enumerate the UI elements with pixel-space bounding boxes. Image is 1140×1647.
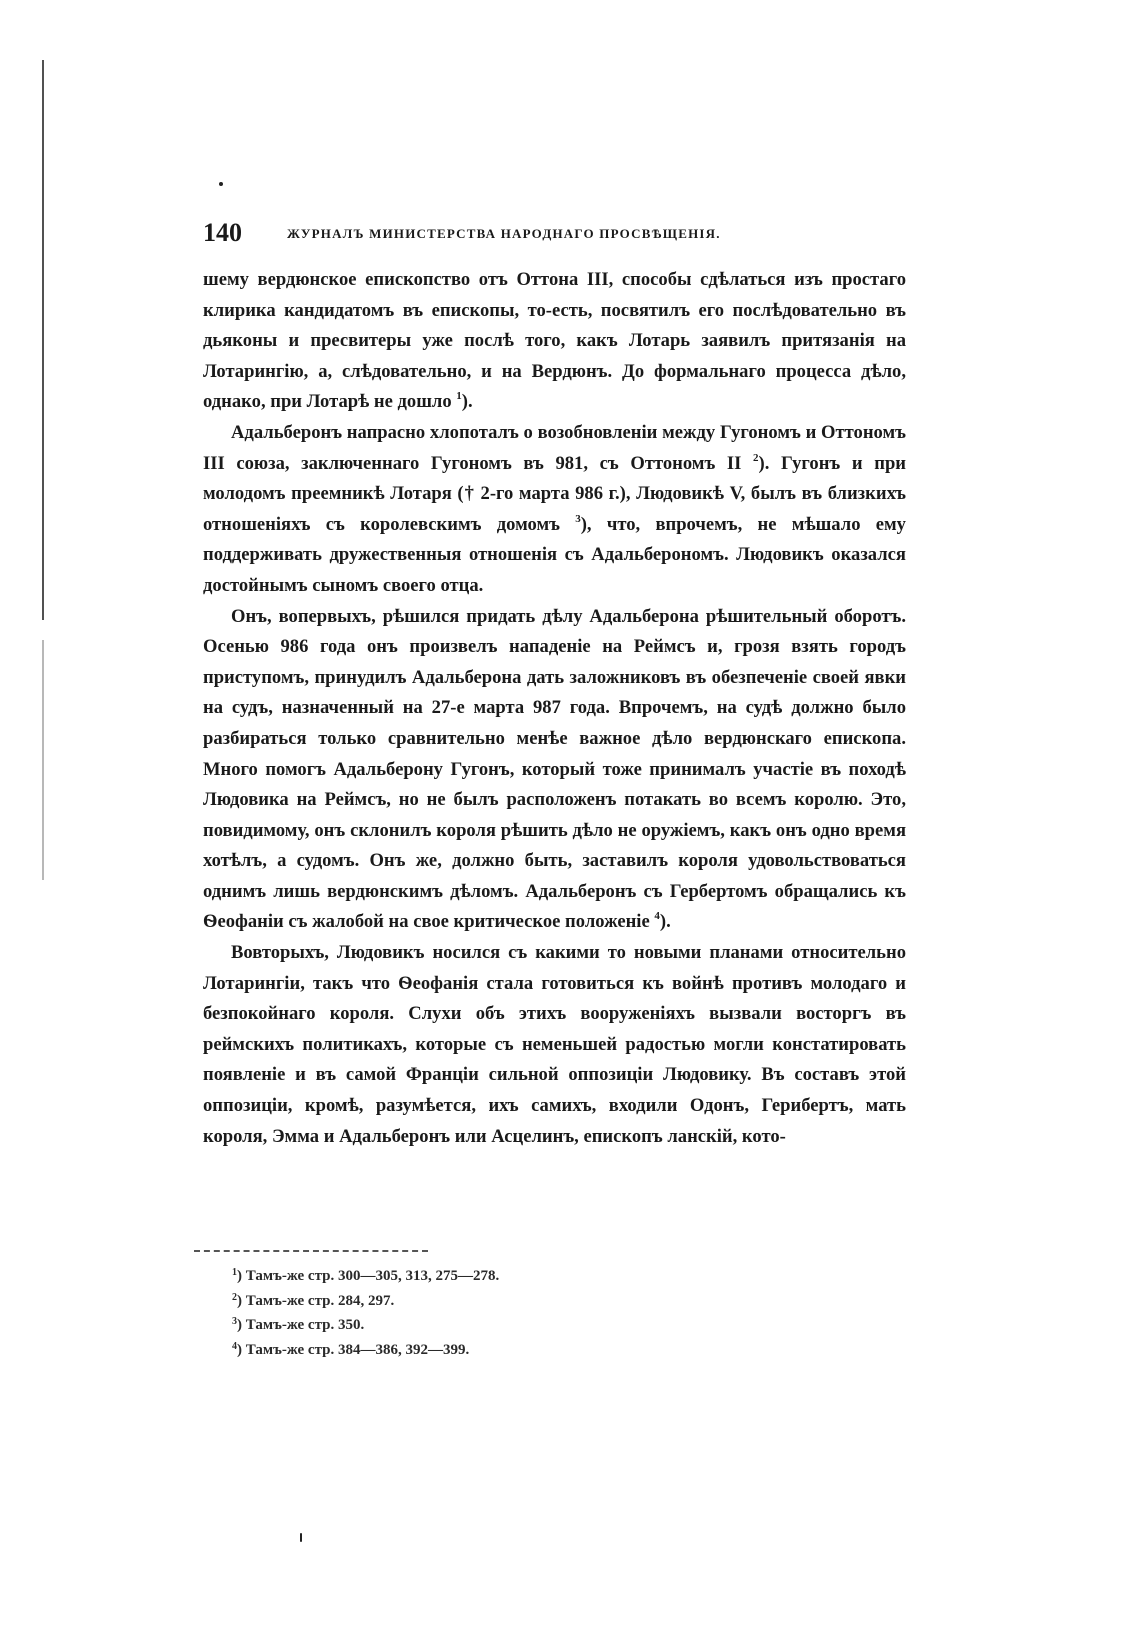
text-run: Адальберонъ напрасно хлопоталъ о возобновленіи между Гугономъ и Оттономъ III союза, заключеннаго Гугономъ въ 981, съ Оттономъ II — [203, 421, 906, 474]
footnote-number: 3 — [232, 1316, 237, 1327]
footnotes — [232, 1264, 732, 1362]
paragraph — [203, 265, 906, 418]
footnote — [232, 1338, 732, 1363]
page-number: 140 — [203, 218, 242, 247]
footnote-reference: 1 — [456, 390, 462, 403]
footnote — [232, 1289, 732, 1314]
scan-edge-mark — [42, 60, 44, 620]
ink-speck — [219, 182, 223, 186]
text-run: Вовторыхъ, Людовикъ носился съ какими то новыми планами относительно Лотарингіи, такъ что Ѳеофанія стала готовиться къ войнѣ противъ молодаго и безпокойнаго короля. Слухи объ этихъ вооруженіяхъ вызвали восторгъ въ реймскихъ политикахъ, которые съ неменьшей радостью могли констатировать появленіе и въ самой Франціи сильной оппозиціи Людовику. Въ составъ этой оппозиціи, кромѣ, разумѣется, ихъ самихъ, входили Одонъ, Герибертъ, мать короля, Эмма и Адальберонъ или Асцелинъ, епископъ ланскій, кото- — [203, 942, 906, 1147]
paragraph — [203, 418, 906, 602]
footnote — [232, 1313, 732, 1338]
footnote-number: 2 — [232, 1291, 237, 1303]
footnote-text: ) Тамъ-же стр. 384—386, 392—399. — [237, 1341, 470, 1358]
footnote-text: ) Тамъ-же стр. 284, 297. — [237, 1292, 395, 1309]
scan-edge-mark-lower — [42, 640, 44, 880]
footnote-reference: 2 — [753, 451, 759, 464]
body-text — [203, 265, 906, 1152]
paragraph — [203, 602, 906, 939]
text-run: Онъ, вопервыхъ, рѣшился придать дѣлу Адальберона рѣшительный оборотъ. Осенью 986 года онъ произвелъ нападеніе на Реймсъ и, грозя взять городъ приступомъ, принудилъ Адальберона дать заложниковъ въ обезпеченіе своей явки на судъ, назначенный на 27-е марта 987 года. Впрочемъ, на судѣ должно было разбираться только сравнительно менѣе важное дѣло вердюнскаго епископа. Много помогъ Адальберону Гугонъ, который тоже принималъ участіе въ походѣ Людовика на Реймсъ, но не былъ расположенъ потакать во всемъ королю. Это, повидимому, онъ склонилъ короля рѣшить дѣло не оружіемъ, какъ онъ одно время хотѣлъ, а судомъ. Онъ же, должно быть, заставилъ короля удовольствоваться однимъ лишь вердюнскимъ дѣломъ. Адальберонъ съ Гербертомъ обращались къ Ѳеофаніи съ жалобой на свое критическое положеніе — [203, 605, 906, 933]
footnote-reference: 3 — [575, 512, 581, 525]
footnote-reference: 4 — [654, 910, 660, 923]
text-run: ). — [659, 911, 671, 933]
paragraph — [203, 938, 906, 1152]
footnote — [232, 1264, 732, 1289]
text-run: ). — [461, 391, 473, 413]
text-run: шему вердюнское епископство отъ Оттона III, способы сдѣлаться изъ простаго клирика кандидатомъ въ епископы, то-есть, посвятилъ его послѣдовательно въ дьяконы и пресвитеры уже послѣ того, какъ Лотарь заявилъ притязанія на Лотарингію, а, слѣдовательно, и на Вердюнъ. До формальнаго процесса дѣло, однако, при Лотарѣ не дошло — [203, 269, 906, 413]
footnote-number: 4 — [232, 1340, 237, 1352]
text-run: ), что, впрочемъ, не мѣшало ему поддерживать дружественныя отношенія съ Адальберономъ. Людовикъ оказался достойнымъ сыномъ своего отца. — [203, 513, 906, 596]
running-head: ЖУРНАЛЪ МИНИСТЕРСТВА НАРОДНАГО ПРОСВѢЩЕНІЯ. — [287, 226, 721, 241]
page-header — [203, 218, 843, 258]
footnote-text: ) Тамъ-же стр. 300—305, 313, 275—278. — [237, 1268, 500, 1284]
footnote-number: 1 — [232, 1267, 237, 1278]
text-run: ). Гугонъ и при молодомъ преемникѣ Лотаря († 2-го марта 986 г.), Людовикѣ V, былъ въ близкихъ отношеніяхъ съ королевскимъ домомъ — [203, 452, 906, 535]
footnote-divider — [194, 1250, 428, 1252]
footnote-text: ) Тамъ-же стр. 350. — [237, 1317, 365, 1333]
ink-speck — [300, 1533, 302, 1542]
